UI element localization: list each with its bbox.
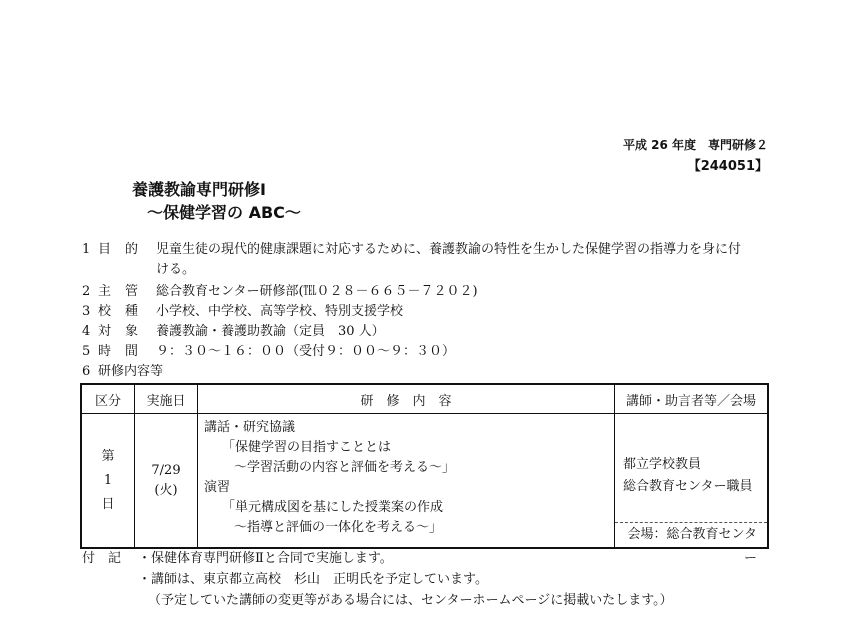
- date-cell: [135, 414, 198, 549]
- header-date: 実施日: [135, 384, 198, 414]
- weekday-text: (火): [154, 482, 178, 498]
- date-text: 7/29: [151, 462, 181, 478]
- course-subtitle: ～保健学習の ABC～: [147, 203, 301, 222]
- item-number: 2: [82, 284, 91, 299]
- item-value-continued: ける。: [156, 262, 196, 277]
- item-value: ９：３０～１６：００（受付９：００～９：３０）: [156, 344, 456, 359]
- content-line: 「保健学習の目指すこととは: [222, 440, 392, 455]
- content-cell: [198, 414, 615, 549]
- item-value: 養護教諭・養護助教諭（定員 30 人）: [156, 324, 385, 339]
- header-content: 研 修 内 容: [198, 384, 615, 414]
- item-number: 6: [82, 364, 91, 379]
- item-label: 校 種: [98, 304, 138, 319]
- table-header-row: [81, 384, 768, 414]
- item-value: 児童生徒の現代的健康課題に対応するために、養護教諭の特性を生かした保健学習の指導力を身に付: [156, 242, 742, 257]
- lecturer-cell: [615, 414, 769, 566]
- item-training-contents: [82, 362, 163, 382]
- venue-text: 会場：総合教育センター: [615, 522, 767, 547]
- item-label: 時 間: [98, 344, 138, 359]
- course-code: 【244051】: [687, 159, 768, 174]
- item-number: 4: [82, 324, 91, 339]
- item-value: 小学校、中学校、高等学校、特別支援学校: [156, 304, 404, 319]
- course-title: 養護教諭専門研修Ⅰ: [132, 180, 266, 199]
- kubun-cell: [81, 414, 135, 549]
- lecturer-line: 総合教育センター職員: [623, 479, 753, 494]
- table-row: [81, 414, 768, 549]
- notes-label: 付 記: [82, 551, 122, 566]
- item-value: 総合教育センター研修部(℡０２８－６６５－７２０２): [156, 284, 478, 299]
- kubun-text: 日: [101, 496, 115, 512]
- item-organizer: [82, 282, 478, 302]
- kubun-text: 1: [103, 472, 113, 488]
- item-label: 対 象: [98, 324, 138, 339]
- item-label: 主 管: [98, 284, 138, 299]
- header-lecturer: 講師・助言者等／会場: [615, 384, 769, 414]
- item-purpose: [82, 240, 741, 260]
- item-number: 3: [82, 304, 91, 319]
- fiscal-year-label: 平成 26 年度 専門研修２: [622, 138, 768, 152]
- notes-section: [82, 548, 673, 611]
- content-line: 講話・研究協議: [204, 420, 296, 435]
- content-line: 「単元構成図を基にした授業案の作成: [222, 500, 444, 515]
- kubun-text: 第: [101, 448, 115, 464]
- item-target: [82, 322, 385, 342]
- content-line: ～学習活動の内容と評価を考える～」: [234, 460, 456, 475]
- item-label: 目 的: [98, 242, 138, 257]
- lecturer-line: 都立学校教員: [623, 457, 702, 472]
- content-line: 演習: [204, 480, 231, 495]
- item-school-types: [82, 302, 403, 322]
- header-kubun: 区分: [81, 384, 135, 414]
- item-number: 5: [82, 344, 91, 359]
- item-number: 1: [82, 242, 91, 257]
- note-line: （予定していた講師の変更等がある場合には、センターホームページに掲載いたします。）: [148, 593, 673, 608]
- note-line: ・講師は、東京都立高校 杉山 正明氏を予定しています。: [138, 572, 488, 587]
- note-line: ・保健体育専門研修Ⅱと合同で実施します。: [138, 551, 393, 566]
- item-time: [82, 342, 455, 362]
- content-line: ～指導と評価の一体化を考える～」: [234, 520, 443, 535]
- item-label: 研修内容等: [98, 364, 164, 379]
